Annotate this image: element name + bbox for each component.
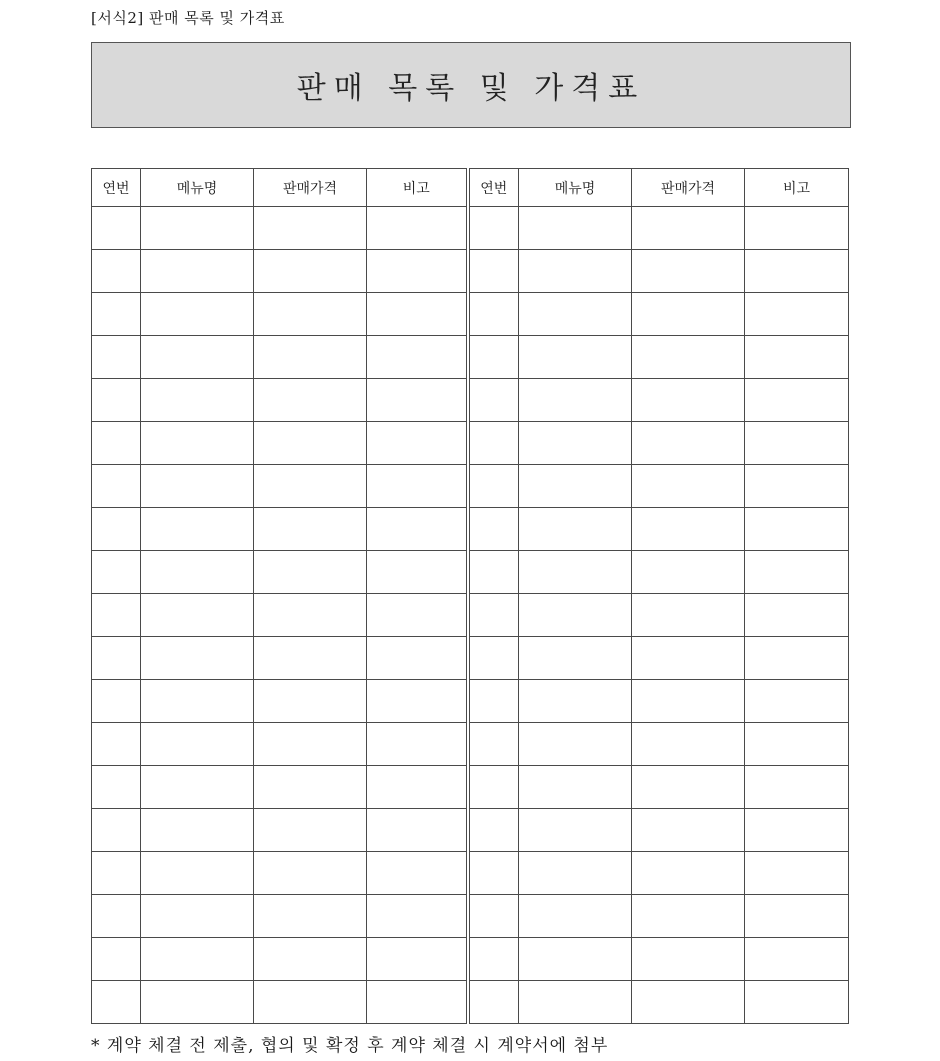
sale-price-cell[interactable] <box>254 594 367 637</box>
menu-name-cell[interactable] <box>141 551 254 594</box>
remarks-cell[interactable] <box>367 465 468 508</box>
table-row <box>92 852 849 895</box>
serial-cell[interactable] <box>92 293 141 336</box>
table-row <box>92 637 849 680</box>
menu-name-cell-right[interactable] <box>519 594 632 637</box>
remarks-cell[interactable] <box>367 207 468 250</box>
table-body <box>92 207 849 1024</box>
sale-price-cell[interactable] <box>254 336 367 379</box>
sale-price-cell[interactable] <box>254 981 367 1024</box>
menu-name-cell[interactable] <box>141 293 254 336</box>
serial-cell-right[interactable] <box>468 207 519 250</box>
sale-price-cell-right[interactable] <box>632 422 745 465</box>
sale-price-cell-right[interactable] <box>632 336 745 379</box>
table-row <box>92 809 849 852</box>
serial-cell-right[interactable] <box>468 766 519 809</box>
serial-cell[interactable] <box>92 637 141 680</box>
remarks-cell[interactable] <box>367 293 468 336</box>
serial-cell-right[interactable] <box>468 723 519 766</box>
remarks-cell[interactable] <box>367 551 468 594</box>
sale-price-cell-right[interactable] <box>632 508 745 551</box>
column-header-remarks: 비고 <box>367 169 468 207</box>
column-header-menu-name-right: 메뉴명 <box>519 169 632 207</box>
remarks-cell-right[interactable] <box>745 766 849 809</box>
remarks-cell-right[interactable] <box>745 809 849 852</box>
sale-price-cell[interactable] <box>254 852 367 895</box>
serial-cell[interactable] <box>92 895 141 938</box>
serial-cell[interactable] <box>92 938 141 981</box>
footnote: * 계약 체결 전 제출, 협의 및 확정 후 계약 체결 시 계약서에 첨부 <box>91 1036 609 1056</box>
menu-name-cell[interactable] <box>141 422 254 465</box>
menu-name-cell-right[interactable] <box>519 379 632 422</box>
remarks-cell[interactable] <box>367 680 468 723</box>
menu-name-cell[interactable] <box>141 895 254 938</box>
table-row <box>92 336 849 379</box>
menu-name-cell[interactable] <box>141 852 254 895</box>
sale-price-cell[interactable] <box>254 766 367 809</box>
serial-cell-right[interactable] <box>468 508 519 551</box>
serial-cell[interactable] <box>92 336 141 379</box>
remarks-cell[interactable] <box>367 637 468 680</box>
table-row <box>92 551 849 594</box>
menu-name-cell-right[interactable] <box>519 508 632 551</box>
menu-name-cell[interactable] <box>141 680 254 723</box>
menu-name-cell-right[interactable] <box>519 637 632 680</box>
menu-name-cell-right[interactable] <box>519 422 632 465</box>
table-row <box>92 293 849 336</box>
sale-price-cell[interactable] <box>254 293 367 336</box>
menu-name-cell-right[interactable] <box>519 895 632 938</box>
menu-name-cell[interactable] <box>141 250 254 293</box>
remarks-cell[interactable] <box>367 379 468 422</box>
table-row <box>92 465 849 508</box>
sale-price-cell-right[interactable] <box>632 379 745 422</box>
sale-price-cell-right[interactable] <box>632 723 745 766</box>
serial-cell-right[interactable] <box>468 293 519 336</box>
menu-name-cell[interactable] <box>141 766 254 809</box>
serial-cell-right[interactable] <box>468 680 519 723</box>
serial-cell-right[interactable] <box>468 336 519 379</box>
table-row <box>92 680 849 723</box>
table-row <box>92 895 849 938</box>
menu-name-cell-right[interactable] <box>519 723 632 766</box>
remarks-cell-right[interactable] <box>745 680 849 723</box>
remarks-cell-right[interactable] <box>745 981 849 1024</box>
table-row <box>92 508 849 551</box>
serial-cell-right[interactable] <box>468 379 519 422</box>
serial-cell[interactable] <box>92 465 141 508</box>
menu-name-cell[interactable] <box>141 465 254 508</box>
column-header-menu-name: 메뉴명 <box>141 169 254 207</box>
column-header-serial: 연번 <box>92 169 141 207</box>
sale-price-cell[interactable] <box>254 207 367 250</box>
menu-name-cell-right[interactable] <box>519 336 632 379</box>
remarks-cell-right[interactable] <box>745 594 849 637</box>
menu-name-cell[interactable] <box>141 981 254 1024</box>
menu-name-cell[interactable] <box>141 336 254 379</box>
remarks-cell-right[interactable] <box>745 207 849 250</box>
serial-cell[interactable] <box>92 766 141 809</box>
column-header-remarks-right: 비고 <box>745 169 849 207</box>
remarks-cell[interactable] <box>367 938 468 981</box>
sale-price-cell-right[interactable] <box>632 680 745 723</box>
serial-cell-right[interactable] <box>468 938 519 981</box>
serial-cell-right[interactable] <box>468 465 519 508</box>
menu-name-cell-right[interactable] <box>519 852 632 895</box>
menu-name-cell-right[interactable] <box>519 250 632 293</box>
sale-price-cell[interactable] <box>254 680 367 723</box>
remarks-cell-right[interactable] <box>745 250 849 293</box>
sale-price-cell-right[interactable] <box>632 852 745 895</box>
serial-cell[interactable] <box>92 723 141 766</box>
sale-price-cell-right[interactable] <box>632 465 745 508</box>
remarks-cell[interactable] <box>367 852 468 895</box>
form-number-label: [서식2] 판매 목록 및 가격표 <box>91 9 285 27</box>
menu-name-cell[interactable] <box>141 723 254 766</box>
sale-price-cell-right[interactable] <box>632 207 745 250</box>
table-row <box>92 250 849 293</box>
serial-cell-right[interactable] <box>468 981 519 1024</box>
sale-price-cell-right[interactable] <box>632 809 745 852</box>
serial-cell-right[interactable] <box>468 551 519 594</box>
sale-price-cell-right[interactable] <box>632 938 745 981</box>
serial-cell[interactable] <box>92 809 141 852</box>
sale-price-cell-right[interactable] <box>632 293 745 336</box>
menu-name-cell-right[interactable] <box>519 766 632 809</box>
remarks-cell-right[interactable] <box>745 852 849 895</box>
serial-cell[interactable] <box>92 508 141 551</box>
menu-name-cell[interactable] <box>141 508 254 551</box>
serial-cell-right[interactable] <box>468 594 519 637</box>
menu-name-cell-right[interactable] <box>519 981 632 1024</box>
menu-name-cell[interactable] <box>141 637 254 680</box>
remarks-cell-right[interactable] <box>745 508 849 551</box>
sale-price-cell-right[interactable] <box>632 895 745 938</box>
sales-price-table <box>91 168 849 1024</box>
menu-name-cell-right[interactable] <box>519 938 632 981</box>
table-row <box>92 379 849 422</box>
menu-name-cell[interactable] <box>141 938 254 981</box>
table-row <box>92 938 849 981</box>
serial-cell[interactable] <box>92 594 141 637</box>
remarks-cell-right[interactable] <box>745 465 849 508</box>
remarks-cell[interactable] <box>367 508 468 551</box>
remarks-cell[interactable] <box>367 766 468 809</box>
menu-name-cell[interactable] <box>141 594 254 637</box>
sale-price-cell-right[interactable] <box>632 250 745 293</box>
column-header-sale-price-right: 판매가격 <box>632 169 745 207</box>
table-row <box>92 981 849 1024</box>
remarks-cell-right[interactable] <box>745 938 849 981</box>
menu-name-cell-right[interactable] <box>519 207 632 250</box>
serial-cell[interactable] <box>92 680 141 723</box>
serial-cell[interactable] <box>92 422 141 465</box>
sale-price-cell[interactable] <box>254 637 367 680</box>
remarks-cell[interactable] <box>367 594 468 637</box>
sale-price-cell-right[interactable] <box>632 594 745 637</box>
serial-cell-right[interactable] <box>468 637 519 680</box>
table-header-row <box>92 169 849 207</box>
remarks-cell-right[interactable] <box>745 293 849 336</box>
menu-name-cell-right[interactable] <box>519 293 632 336</box>
sale-price-cell-right[interactable] <box>632 637 745 680</box>
serial-cell-right[interactable] <box>468 895 519 938</box>
table-row <box>92 766 849 809</box>
title-banner <box>91 42 851 128</box>
serial-cell[interactable] <box>92 379 141 422</box>
menu-name-cell-right[interactable] <box>519 465 632 508</box>
remarks-cell-right[interactable] <box>745 379 849 422</box>
remarks-cell[interactable] <box>367 422 468 465</box>
table-row <box>92 422 849 465</box>
serial-cell-right[interactable] <box>468 809 519 852</box>
menu-name-cell-right[interactable] <box>519 680 632 723</box>
serial-cell[interactable] <box>92 207 141 250</box>
sale-price-cell[interactable] <box>254 250 367 293</box>
remarks-cell[interactable] <box>367 723 468 766</box>
column-header-serial-right: 연번 <box>468 169 519 207</box>
remarks-cell-right[interactable] <box>745 895 849 938</box>
remarks-cell[interactable] <box>367 809 468 852</box>
menu-name-cell[interactable] <box>141 809 254 852</box>
remarks-cell-right[interactable] <box>745 723 849 766</box>
remarks-cell[interactable] <box>367 336 468 379</box>
sale-price-cell-right[interactable] <box>632 766 745 809</box>
sale-price-cell-right[interactable] <box>632 551 745 594</box>
serial-cell[interactable] <box>92 551 141 594</box>
table-row <box>92 207 849 250</box>
menu-name-cell[interactable] <box>141 207 254 250</box>
remarks-cell[interactable] <box>367 981 468 1024</box>
sale-price-cell[interactable] <box>254 551 367 594</box>
sale-price-cell[interactable] <box>254 379 367 422</box>
serial-cell[interactable] <box>92 981 141 1024</box>
serial-cell[interactable] <box>92 250 141 293</box>
sale-price-cell[interactable] <box>254 809 367 852</box>
menu-name-cell-right[interactable] <box>519 551 632 594</box>
serial-cell-right[interactable] <box>468 422 519 465</box>
menu-name-cell[interactable] <box>141 379 254 422</box>
remarks-cell[interactable] <box>367 250 468 293</box>
remarks-cell-right[interactable] <box>745 551 849 594</box>
serial-cell-right[interactable] <box>468 250 519 293</box>
sale-price-cell[interactable] <box>254 938 367 981</box>
table-row <box>92 723 849 766</box>
remarks-cell-right[interactable] <box>745 637 849 680</box>
sale-price-cell[interactable] <box>254 422 367 465</box>
sale-price-cell[interactable] <box>254 723 367 766</box>
sale-price-cell[interactable] <box>254 508 367 551</box>
remarks-cell-right[interactable] <box>745 422 849 465</box>
table-row <box>92 594 849 637</box>
sale-price-cell[interactable] <box>254 465 367 508</box>
remarks-cell[interactable] <box>367 895 468 938</box>
remarks-cell-right[interactable] <box>745 336 849 379</box>
menu-name-cell-right[interactable] <box>519 809 632 852</box>
sale-price-cell-right[interactable] <box>632 981 745 1024</box>
column-header-sale-price: 판매가격 <box>254 169 367 207</box>
sale-price-cell[interactable] <box>254 895 367 938</box>
serial-cell-right[interactable] <box>468 852 519 895</box>
serial-cell[interactable] <box>92 852 141 895</box>
document-title: 판매 목록 및 가격표 <box>296 71 646 106</box>
